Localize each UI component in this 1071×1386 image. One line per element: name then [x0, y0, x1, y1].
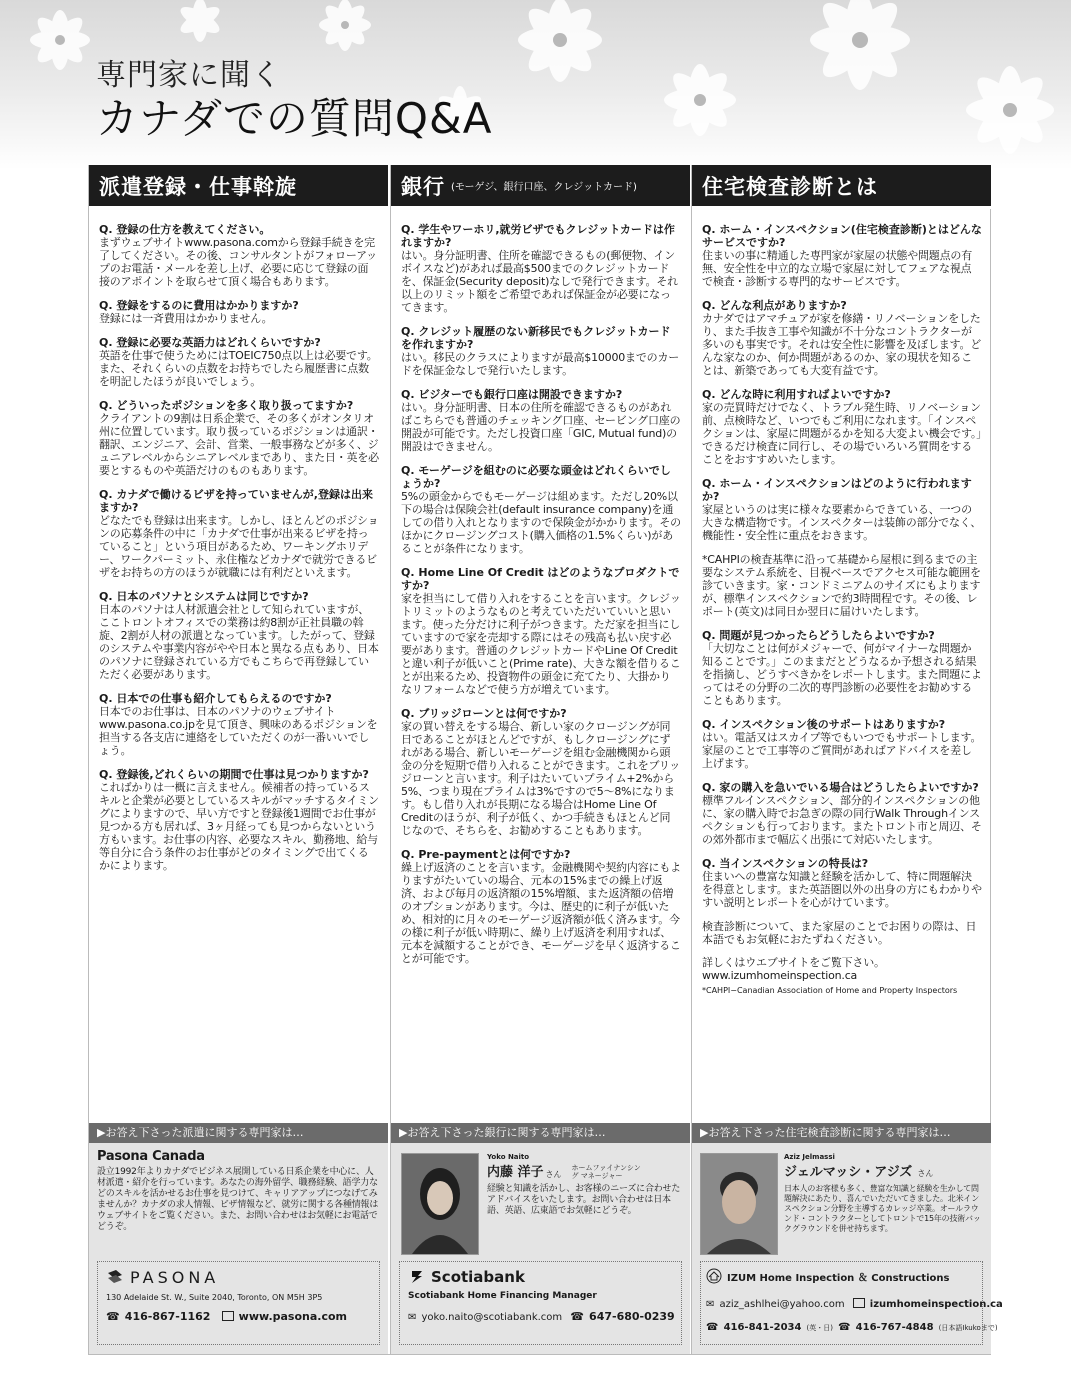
- question: Q. 学生やワーホリ,就労ビザでもクレジットカードは作れますか?: [401, 223, 675, 249]
- closing-website-note: 詳しくはウエブサイトをご覧下さい。: [702, 956, 885, 969]
- expert-photo: [700, 1153, 778, 1255]
- question: Q. 登録の仕方を教えてください。: [99, 223, 271, 236]
- answer: 住まいへの豊富な知識と経験を活かして、特に問題解決を得意とします。また英語圏以外の出身の方にもわかりやすい説明とレポートを心がけています。: [702, 870, 982, 909]
- page-title: カナダでの質問Q&A: [96, 94, 493, 143]
- closing-website-link[interactable]: www.izumhomeinspection.ca: [702, 969, 858, 982]
- question: Q. 日本のパソナとシステムは同じですか?: [99, 590, 309, 603]
- honorific: さん: [917, 1169, 934, 1178]
- answer: はい。身分証明書、日本の住所を確認できるものがあればこちらでも普通のチェッキング口座、セービング口座の開設が可能です。ただし投資口座「GIC, Mutual fund)の開設はできません。: [401, 401, 681, 453]
- qa-item: [401, 707, 681, 837]
- question: Q. カナダで働けるビザを持っていませんが,登録は出来ますか?: [99, 488, 373, 514]
- qa-item: [401, 388, 681, 453]
- footnote: *CAHPI−Canadian Association of Home and Property Inspectors: [702, 986, 958, 995]
- computer-icon: [222, 1311, 234, 1321]
- contact-line: [706, 1292, 1003, 1311]
- phone-icon: ☎: [838, 1322, 851, 1333]
- contact-box: [700, 1261, 1003, 1345]
- expert-name: 内藤 洋子: [487, 1165, 544, 1180]
- expert-name: ジェルマッシ・アジズ: [784, 1165, 913, 1180]
- answer: 登録には一斉費用はかかりません。: [99, 312, 273, 325]
- phone-icon: ☎: [570, 1310, 584, 1323]
- question: Q. 日本での仕事も紹介してもらえるのですか?: [99, 692, 332, 705]
- page-title-block: [96, 58, 492, 144]
- column-header: [692, 165, 991, 209]
- company-name: IZUM Home Inspection ＆ Constructions: [727, 1272, 950, 1284]
- qa-item: [702, 299, 982, 377]
- contact-box: [97, 1261, 380, 1345]
- question: Q. 当インスペクションの特長は?: [702, 857, 869, 870]
- expert-label-bar: ▶お答え下さった派遣に関する専門家は…: [89, 1123, 388, 1143]
- qa-item: [99, 768, 379, 872]
- qa-item: [401, 848, 681, 965]
- scotiabank-logo: [408, 1268, 673, 1286]
- expert-label-bar: ▶お答え下さった住宅検査診断に関する専門家は…: [692, 1123, 991, 1143]
- expert-name-row: [487, 1161, 682, 1180]
- izum-logo-icon: [706, 1268, 722, 1284]
- expert-role: ホームファイナンシング マネージャー: [571, 1164, 641, 1180]
- answer: 標準フルインスペクション、部分的インスペクションの他に、家の購入時でお急ぎの際の同行Walk Throughインスペクションも行っております。またトロント市と周辺、その郊外都市まで幅広く出張にて対応いたします。: [702, 794, 982, 846]
- qa-item: [702, 477, 982, 542]
- column-staffing: [89, 165, 388, 1354]
- expert-box-scotiabank: [391, 1143, 690, 1354]
- website-link[interactable]: izumhomeinspection.ca: [869, 1299, 1003, 1310]
- qa-list: [391, 209, 690, 1091]
- qa-item: [99, 488, 379, 579]
- answer: 英語を仕事で使うためにはTOEIC750点以上は必要です。また、それくらいの点数をお持ちでしたら履歴書に点数を明記したほうが良いでしょう。: [99, 349, 378, 388]
- answer: 家の買い替えをする場合、新しい家のクロージングが同日であることがほとんどですが、もしクロージングにずれがある場合、新しいモーゲージを組む金融機関から頭金の分を短期で借り入れることができます。これをブリッジローンと言います。利子はたいていプライム+2%から5%、つまり現在プライムは3%ですので5〜8%になります。もし借り入れが長期になる場合はHome Line Of Creditのほうが、利子が低く、かつ手続きもほとんど同じなので、そちらを、お勧めすることもあります。: [401, 720, 681, 837]
- qa-item: [401, 223, 681, 314]
- role-line: Scotiabank Home Financing Manager: [408, 1291, 597, 1301]
- qa-item: [702, 223, 982, 288]
- question: Q. どういったポジションを多く取り扱ってますか?: [99, 399, 354, 412]
- qa-item: [702, 781, 982, 846]
- qa-item: [401, 566, 681, 696]
- column-home-inspection: [691, 165, 1003, 1354]
- question: Q. Home Line Of Credit はどのようなプロダクトですか?: [401, 566, 680, 592]
- email-link[interactable]: yoko.naito@scotiabank.com: [421, 1312, 563, 1323]
- answer: 日本でのお仕事は、日本のパソナのウェブサイトwww.pasona.co.jpを見て頂き、興味のあるポジションを担当する各支店に連絡をしていただくのが一番いいでしょう。: [99, 705, 378, 757]
- qa-item: [401, 325, 681, 377]
- expert-label-bar: ▶お答え下さった銀行に関する専門家は…: [391, 1123, 690, 1143]
- answer: *CAHPIの検査基準に沿って基礎から屋根に到るまでの主要なシステム系統を、目視ベースでアクセス可能な範囲を診ていきます。家・コンドミニアムのサイズにもよりますが、標準インスペクションで約3時間程です。その後、レポート(英文)は同日か翌日に届けいたします。: [702, 553, 981, 618]
- column-header: [391, 165, 690, 209]
- column-banking: [390, 165, 690, 1354]
- answer: 家を担当にして借り入れをすることを言います。クレジットリミットのようなものと考えていただいていいと思います。使った分だけに利子がつきます。ただ家を担当にしていますので家を売却する際にはその残高も払い戻す必要があります。普通のクレジットカードやLine Of Creditと違い利子が低いこと(Prime rate)、大きな額を借りることが出来るため、投資物件の頭金に充てたり、大掛かりなリフォームなどで使う方が増えています。: [401, 592, 681, 696]
- column-title: 住宅検査診断とは: [702, 174, 878, 199]
- question: Q. Pre-paymentとは何ですか?: [401, 848, 571, 861]
- column-title: 派遣登録・仕事斡旋: [99, 174, 297, 199]
- portrait-image: [701, 1154, 777, 1254]
- portrait-image: [402, 1154, 478, 1254]
- pasona-logo-icon: [106, 1269, 124, 1287]
- scotiabank-logo-icon: [408, 1268, 426, 1286]
- contact-line: [408, 1305, 673, 1324]
- qa-item: [401, 464, 681, 555]
- address: 130 Adelaide St. W., Suite 2040, Toronto, ON M5H 3P5: [106, 1293, 323, 1302]
- expert-name-row: [784, 1161, 983, 1180]
- qa-item: [702, 718, 982, 770]
- expert-info: [784, 1153, 983, 1234]
- izum-logo: [706, 1268, 977, 1284]
- page-kicker: 専門家に聞く: [96, 58, 282, 93]
- answer: 住まいの事に精通した専門家が家屋の状態や問題点の有無、安全性を中立的な立場で家屋に対してフェアな視点で検査・診断する専門的なサービスです。: [702, 249, 972, 288]
- question: Q. どんな利点がありますか?: [702, 299, 847, 312]
- answer: クライアントの9割は日系企業で、その多くがオンタリオ州に位置しています。取り扱っているポジションは通訳・翻訳、エンジニア、会計、営業、一般事務などが多く、ジュニアレベルからシニアレベルまであり、また日・英を必要とするものや英語だけのものもあります。: [99, 412, 379, 477]
- qa-item: [99, 299, 379, 325]
- question: Q. 登録後,どれくらいの期間で仕事は見つかりますか?: [99, 768, 369, 781]
- answer: はい。移民のクラスによりますが最高$10000までのカードを保証金なしで発行いたします。: [401, 351, 680, 377]
- pasona-logo-text: PASONA: [130, 1268, 220, 1287]
- question: Q. 問題が見つかったらどうしたらよいですか?: [702, 629, 935, 642]
- honorific: さん: [545, 1170, 562, 1179]
- question: Q. モーゲージを組むのに必要な頭金はどれくらいでしょうか?: [401, 464, 671, 490]
- answer: はい。身分証明書、住所を確認できるもの(郵便物、インボイスなど)があれば最高$500までのクレジットカードを、保証金(Security deposit)なしで発行できます。それ以上のリミット額をご希望であれば保証金が必要になってきます。: [401, 249, 678, 314]
- qa-list: [89, 209, 388, 1091]
- qa-item: [702, 629, 982, 707]
- qa-item: [99, 336, 379, 388]
- computer-icon: [853, 1298, 865, 1308]
- qa-item: [99, 399, 379, 477]
- answer: どなたでも登録は出来ます。しかし、ほとんどのポジションの応募条件の中に「カナダで仕事が出来るビザを持っていること」という項目があるため、ワーキングホリデー、ワークパーミット、永住権などカナダで就労できるビザをお持ちの方のほうが就職には有利だといえます。: [99, 514, 379, 579]
- expert-info: [487, 1153, 682, 1217]
- question: Q. 登録をするのに費用はかかりますか?: [99, 299, 299, 312]
- expert-photo: [401, 1153, 479, 1255]
- answer: 5%の頭金からでもモーゲージは組めます。ただし20%以下の場合は保険会社(default insurance company)を通しての借り入れとなりますので保険金がかかります。そのほかにクロージングコスト(購入価格の1.5%くらい)があることが条件になります。: [401, 490, 681, 555]
- mail-icon: ✉: [706, 1299, 715, 1310]
- phone-note-1: (英・日): [806, 1324, 834, 1332]
- question: Q. ホーム・インスペクションはどのように行われますか?: [702, 477, 972, 503]
- qa-item: [99, 692, 379, 757]
- mail-icon: ✉: [408, 1312, 417, 1323]
- expert-name-roman: Aziz Jelmassi: [784, 1153, 835, 1161]
- expert-description: 日本人のお客様も多く、豊富な知識と経験を生かして問題解決にあたり、喜んでいただいてきました。北米インスペクション分野を主導するカレッジ卒業。オールラウンド・コントラクターとしてトロントで15年の技術バックグラウンドを併せ持ちます。: [784, 1184, 981, 1233]
- expert-box-izum: [692, 1143, 1003, 1354]
- qa-item: [702, 388, 982, 466]
- phone-link[interactable]: 416-867-1162: [124, 1310, 211, 1323]
- question: Q. 登録に必要な英語力はどれくらいですか?: [99, 336, 321, 349]
- phone-link-1[interactable]: 416-841-2034: [723, 1322, 802, 1333]
- phone-icon: ☎: [106, 1310, 120, 1323]
- question: Q. ホーム・インスペクション(住宅検査診断)とはどんなサービスですか?: [702, 223, 982, 249]
- question: Q. インスペクション後のサポートはありますか?: [702, 718, 946, 731]
- contact-box: [399, 1261, 682, 1345]
- expert-box-pasona: [89, 1143, 388, 1354]
- company-name: Pasona Canada: [97, 1149, 205, 1164]
- answer: こればかりは一概に言えません。候補者の持っているスキルと企業が必要としているスキルがマッチするタイミングによりますので、早い方ですと登録後1週間でお仕事が見つかる方も居れば、3ヶ月経っても見つからないという方もいます。お仕事の内容、必要なスキル、勤務地、給与等自分に合う条件のお仕事がどのタイミングで出てくるかによります。: [99, 781, 379, 872]
- qa-item: [702, 553, 982, 618]
- email-link[interactable]: aziz_ashlhei@yahoo.com: [719, 1299, 845, 1310]
- phone-link[interactable]: 647-680-0239: [589, 1310, 675, 1323]
- qa-columns: [88, 165, 1003, 1355]
- pasona-logo: [106, 1268, 371, 1287]
- qa-item: [99, 590, 379, 681]
- question: Q. クレジット履歴のない新移民でもクレジットカードを作れますか?: [401, 325, 671, 351]
- expert-description: 経験と知識を活かし、お客様のニーズに合わせたアドバイスをいたします。お問い合わせは日本語、英語、広東語でお気軽にどうぞ。: [487, 1184, 681, 1216]
- answer: まずウェブサイトwww.pasona.comから登録手続きを完了してください。その後、コンサルタントがフォローアップのお電話・メールを差し上げ、必要に応じて登録の面接のアポイントを取らせて頂く場合もあります。: [99, 236, 377, 288]
- company-description: 設立1992年よりカナダでビジネス展開している日系企業を中心に、人材派遣・紹介を行っています。あなたの海外留学、職務経験、語学力などのスキルを活かせるお仕事を見つけて、キャリアアップにつなげてみませんか？カナダの求人情報、ビザ情報など、就労に関する各種情報はウェブサイトをご覧ください。また、お問い合わせはお気軽にお電話でどうぞ。: [97, 1167, 379, 1232]
- question: Q. どんな時に利用すればよいですか?: [702, 388, 891, 401]
- qa-item: [702, 857, 982, 909]
- column-header: [89, 165, 388, 209]
- question: Q. ビジターでも銀行口座は開設できますか?: [401, 388, 623, 401]
- phone-line: [706, 1315, 998, 1334]
- phone-note-2: (日本語Ikukoまで): [938, 1324, 998, 1332]
- expert-name-roman: Yoko Naito: [487, 1153, 530, 1161]
- column-subtitle: (モーゲジ、銀行口座、クレジットカード): [451, 182, 637, 193]
- contact-line: [106, 1305, 371, 1324]
- question: Q. 家の購入を急いでいる場合はどうしたらよいですか?: [702, 781, 979, 794]
- column-title: 銀行: [401, 174, 445, 199]
- closing-text: 検査診断について、また家屋のことでお困りの際は、日本語でもお気軽におたずねください。: [702, 920, 977, 946]
- qa-item: [99, 223, 379, 288]
- question: Q. ブリッジローンとは何ですか?: [401, 707, 567, 720]
- answer: 日本のパソナは人材派遣会社として知られていますが、ここトロントオフィスでの業務は約8割が正社員職の斡旋、2割が人材の派遣となっています。したがって、登録のシステムや事業内容がやや日本と異なる点もあり、日本のパソナに登録されている方でもこちらで再登録していただく必要があります。: [99, 603, 379, 681]
- answer: 家の売買時だけでなく、トラブル発生時、リノベーション前、点検時など、いつでもご利用になれます。「インスペクションは、家屋に問題がるかを知る大変よい機会です。」できるだけ検査に同行し、その場でいろいろ質問をすることをおすすめいたします。: [702, 401, 982, 466]
- website-link[interactable]: www.pasona.com: [238, 1310, 347, 1323]
- answer: 繰上げ返済のことを言います。金融機関や契約内容にもよりますがたいていの場合、元本の15%までの繰上げ返済、および毎月の返済額の15%増額、また返済額の倍増のオプションがあります。今は、歴史的に利子が低いため、相対的に月々のモーゲージ返済額が低く済みます。今の様に利子が低い時期に、繰り上げ返済を利用すれば、元本を減額することができ、モーゲージを早く返済することが可能です。: [401, 861, 681, 965]
- phone-icon: ☎: [706, 1322, 719, 1333]
- answer: 「大切なことは何がメジャーで、何がマイナーな問題か知ることです。」このままだとどうなるか予想される結果を指摘し、どうすべきかをレポートします。また問題によってはその分野の二次的専門診断の必要性をお勧めすることもあります。: [702, 642, 982, 707]
- answer: カナダではアマチュアが家を修繕・リノベーションをしたり、また手抜き工事や知識が不十分なコントラクターが多いのも事実です。それは安全性に影響を及ぼします。どんな家なのか、何か問題があるのか、家の現状を知ることは、新築であっても大変有益です。: [702, 312, 982, 377]
- answer: はい。電話又はスカイプ等でもいつでもサポートします。家屋のことで工事等のご質問があればアドバイスを差し上げます。: [702, 731, 982, 770]
- phone-link-2[interactable]: 416-767-4848: [855, 1322, 934, 1333]
- scotiabank-logo-text: Scotiabank: [431, 1268, 525, 1286]
- answer: 家屋というのは実に様々な要素からできている、一つの大きな構造物です。インスペクターは装飾の部分でなく、機能性・安全性に重点をおきます。: [702, 503, 982, 542]
- qa-list: [692, 209, 991, 1091]
